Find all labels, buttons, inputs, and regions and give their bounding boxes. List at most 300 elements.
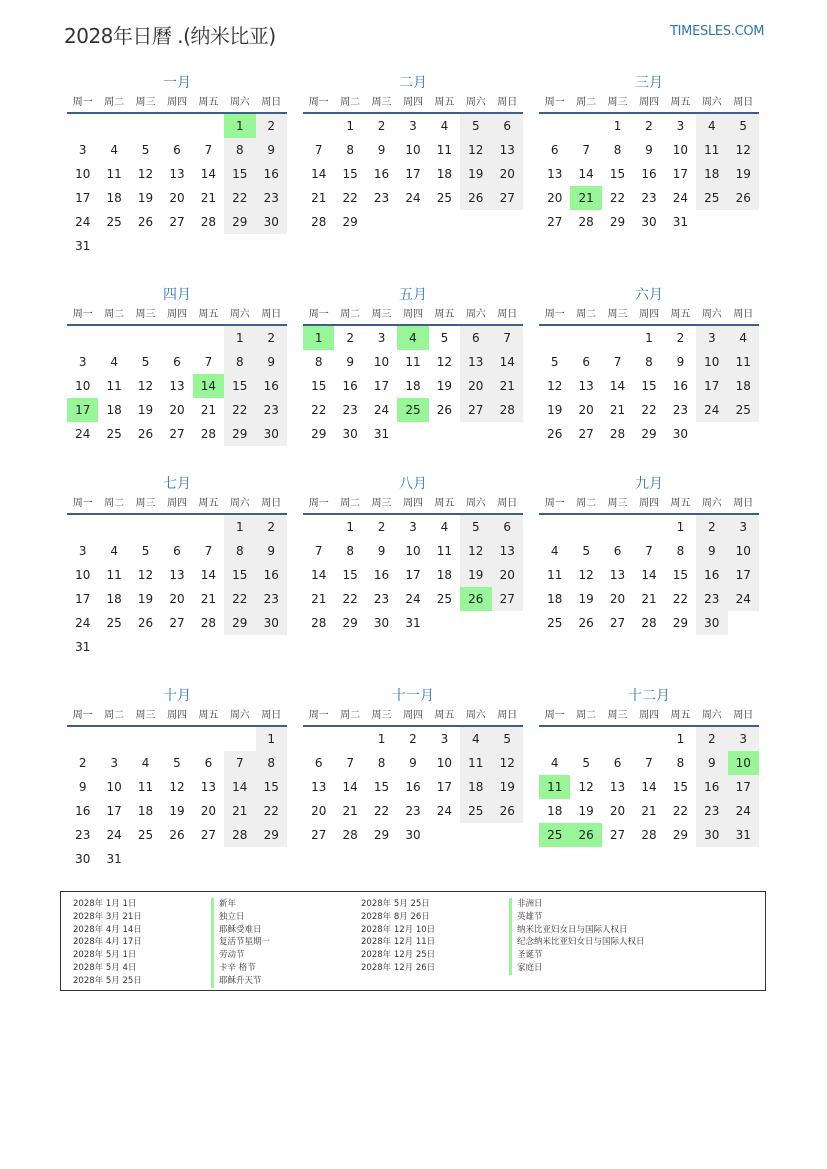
day-cell: 13	[578, 379, 594, 393]
day-cell-empty	[303, 114, 334, 138]
day-cell: 10	[405, 143, 421, 157]
day-cell: 24	[373, 403, 390, 417]
day-cell: 29	[672, 616, 689, 630]
week-row	[303, 751, 523, 775]
day-cell: 29	[256, 823, 287, 847]
weekday-label: 周二	[340, 97, 361, 108]
day-cell: 24	[728, 799, 759, 823]
day-cell: 18	[436, 568, 453, 582]
weekday-label: 周一	[308, 97, 329, 108]
day-cell: 21	[200, 403, 217, 417]
holiday-dates-col-2	[361, 898, 435, 975]
day-cell: 28	[641, 616, 657, 630]
week-row	[539, 162, 759, 186]
day-cell: 5	[141, 544, 150, 558]
holiday-name: 圣诞节	[509, 949, 645, 962]
day-cell: 28	[200, 215, 217, 229]
week-row	[539, 326, 759, 350]
day-cell-empty	[460, 611, 491, 635]
day-cell: 11	[547, 568, 563, 582]
day-cell: 12	[137, 167, 154, 181]
weekday-header	[67, 94, 287, 114]
weekday-label: 周三	[371, 498, 392, 509]
holiday-date: 2028年 4月 14日	[73, 924, 142, 935]
weekday-label: 周六	[229, 498, 250, 509]
day-cell: 23	[641, 191, 657, 205]
week-row	[539, 374, 759, 398]
week-row	[67, 823, 287, 847]
week-row	[67, 775, 287, 799]
holiday-date: 2028年 8月 26日	[361, 911, 430, 922]
weekday-label: 周一	[544, 97, 565, 108]
weekday-label: 周五	[670, 710, 691, 721]
week-row	[67, 727, 287, 751]
day-cell: 19	[460, 162, 491, 186]
day-cell-empty	[98, 635, 129, 659]
day-cell-empty	[303, 515, 334, 539]
weekday-label: 周四	[638, 309, 659, 320]
weekday-label: 周四	[166, 309, 187, 320]
weekday-label: 周三	[371, 710, 392, 721]
day-cell-empty	[256, 234, 287, 258]
day-cell: 5	[550, 355, 559, 369]
weekday-label: 周二	[340, 710, 361, 721]
day-cell: 11	[696, 138, 727, 162]
holiday-day-cell: 25	[539, 823, 570, 847]
day-cell: 26	[547, 427, 563, 441]
day-cell: 8	[613, 143, 622, 157]
day-cell: 12	[460, 539, 491, 563]
weekday-label: 周六	[701, 498, 722, 509]
day-cell-empty	[130, 515, 161, 539]
day-cell: 2	[377, 520, 386, 534]
weekday-label: 周五	[434, 498, 455, 509]
weekday-label: 周四	[402, 710, 423, 721]
weekday-label: 周四	[638, 97, 659, 108]
holiday-day-cell: 10	[728, 751, 759, 775]
week-row	[303, 563, 523, 587]
day-cell: 21	[609, 403, 626, 417]
week-row	[303, 539, 523, 563]
weekday-label: 周六	[465, 498, 486, 509]
day-cell: 23	[342, 403, 358, 417]
week-row	[303, 350, 523, 374]
day-cell: 15	[609, 167, 626, 181]
weekday-label: 周六	[229, 97, 250, 108]
day-cell: 8	[224, 539, 255, 563]
weekday-label: 周三	[135, 498, 156, 509]
month-6	[539, 284, 759, 446]
day-cell: 15	[224, 563, 255, 587]
day-cell: 14	[342, 780, 358, 794]
day-cell-empty	[161, 847, 192, 871]
month-3	[539, 72, 759, 234]
day-cell-empty	[98, 234, 129, 258]
day-cell: 7	[346, 756, 354, 770]
day-cell: 10	[728, 539, 759, 563]
day-cell: 3	[409, 119, 417, 133]
week-row	[539, 398, 759, 422]
day-cell: 18	[547, 592, 563, 606]
day-cell-empty	[256, 847, 287, 871]
week-row	[303, 162, 523, 186]
day-cell: 27	[578, 427, 594, 441]
week-row	[67, 162, 287, 186]
day-cell: 6	[582, 355, 590, 369]
day-cell-empty	[193, 326, 224, 350]
day-cell: 9	[256, 350, 287, 374]
week-row	[67, 635, 287, 659]
week-row	[539, 563, 759, 587]
week-row	[303, 398, 523, 422]
day-cell: 28	[200, 427, 217, 441]
day-cell: 11	[728, 350, 759, 374]
holiday-day-cell: 26	[570, 823, 601, 847]
day-cell: 1	[645, 331, 653, 345]
day-cell-empty	[602, 727, 633, 751]
holiday-date: 2028年 1月 1日	[73, 899, 137, 909]
day-cell-empty	[161, 515, 192, 539]
week-row	[67, 326, 287, 350]
day-cell: 16	[405, 780, 421, 794]
weekday-label: 周日	[497, 498, 518, 509]
month-4	[67, 284, 287, 446]
day-cell: 25	[436, 592, 453, 606]
day-cell-empty	[602, 515, 633, 539]
day-cell: 2	[78, 756, 87, 770]
day-cell: 24	[405, 592, 421, 606]
day-cell-empty	[256, 635, 287, 659]
day-cell: 28	[578, 215, 594, 229]
day-cell: 16	[342, 379, 358, 393]
day-cell: 19	[137, 191, 154, 205]
day-cell: 23	[256, 186, 287, 210]
day-cell: 5	[460, 114, 491, 138]
day-cell: 25	[106, 215, 122, 229]
day-cell: 2	[676, 331, 685, 345]
holiday-date: 2028年 12月 11日	[361, 937, 436, 948]
holiday-date: 2028年 5月 25日	[73, 975, 142, 986]
day-cell-empty	[539, 326, 570, 350]
day-cell: 21	[641, 804, 657, 818]
day-cell: 7	[645, 544, 653, 558]
day-cell-empty	[161, 234, 192, 258]
weekday-header	[303, 94, 523, 114]
day-cell: 17	[728, 775, 759, 799]
day-cell-empty	[539, 515, 570, 539]
week-row	[303, 799, 523, 823]
month-10	[67, 685, 287, 871]
day-cell: 28	[342, 828, 358, 842]
day-cell: 8	[645, 355, 653, 369]
day-cell: 8	[224, 350, 255, 374]
day-cell-empty	[193, 635, 224, 659]
day-cell: 9	[409, 756, 417, 770]
weekday-header	[539, 495, 759, 515]
day-cell: 11	[460, 751, 491, 775]
weekday-label: 周一	[72, 309, 93, 320]
day-cell: 18	[460, 775, 491, 799]
day-cell: 25	[547, 616, 563, 630]
week-row	[303, 210, 523, 234]
day-cell: 3	[728, 727, 759, 751]
day-cell: 11	[106, 167, 122, 181]
weekday-label: 周五	[670, 309, 691, 320]
day-cell-empty	[67, 515, 98, 539]
day-cell: 1	[346, 119, 354, 133]
day-cell: 29	[609, 215, 626, 229]
day-cell-empty	[570, 326, 601, 350]
weekday-label: 周六	[465, 710, 486, 721]
day-cell: 22	[224, 398, 255, 422]
week-row	[303, 775, 523, 799]
day-cell: 24	[106, 828, 122, 842]
day-cell: 29	[311, 427, 327, 441]
weekday-label: 周六	[229, 309, 250, 320]
day-cell: 7	[314, 143, 323, 157]
day-cell: 12	[460, 138, 491, 162]
week-row	[539, 114, 759, 138]
day-cell: 4	[460, 727, 491, 751]
week-row	[303, 186, 523, 210]
day-cell: 28	[224, 823, 255, 847]
day-cell: 22	[641, 403, 657, 417]
day-cell: 22	[224, 186, 255, 210]
day-cell: 8	[676, 756, 685, 770]
day-cell: 1	[676, 520, 685, 534]
day-cell: 9	[346, 355, 354, 369]
weekday-label: 周五	[198, 309, 219, 320]
day-cell: 21	[342, 804, 358, 818]
day-cell: 17	[696, 374, 727, 398]
day-cell: 27	[200, 828, 217, 842]
week-row	[67, 563, 287, 587]
day-cell-empty	[570, 515, 601, 539]
day-cell: 24	[75, 616, 91, 630]
day-cell: 1	[224, 515, 255, 539]
day-cell-empty	[728, 210, 759, 234]
day-cell: 18	[405, 379, 421, 393]
weekday-header	[539, 707, 759, 727]
day-cell: 17	[75, 592, 91, 606]
day-cell: 20	[200, 804, 217, 818]
weekday-header	[303, 495, 523, 515]
day-cell: 1	[346, 520, 354, 534]
day-cell: 12	[137, 568, 154, 582]
holiday-name: 英雄节	[509, 911, 645, 924]
weekday-label: 周一	[308, 710, 329, 721]
month-name: 五月	[399, 287, 427, 303]
weekday-label: 周二	[576, 498, 597, 509]
day-cell: 16	[256, 374, 287, 398]
day-cell: 17	[373, 379, 390, 393]
weekday-label: 周四	[166, 97, 187, 108]
day-cell: 16	[75, 804, 91, 818]
weekday-label: 周五	[198, 710, 219, 721]
weekday-label: 周日	[261, 309, 282, 320]
day-cell-empty	[303, 727, 334, 751]
day-cell: 31	[405, 616, 421, 630]
weekday-label: 周日	[261, 710, 282, 721]
day-cell-empty	[224, 234, 255, 258]
day-cell: 3	[110, 756, 118, 770]
weekday-header	[67, 306, 287, 326]
day-cell: 18	[106, 592, 122, 606]
day-cell-empty	[224, 635, 255, 659]
day-cell-empty	[492, 611, 523, 635]
day-cell: 20	[169, 592, 185, 606]
weekday-label: 周一	[308, 498, 329, 509]
day-cell: 23	[672, 403, 689, 417]
day-cell: 20	[460, 374, 491, 398]
day-cell-empty	[492, 422, 523, 446]
month-9	[539, 473, 759, 635]
day-cell: 16	[672, 379, 689, 393]
day-cell-empty	[98, 114, 129, 138]
weekday-label: 周一	[72, 498, 93, 509]
day-cell: 6	[460, 326, 491, 350]
day-cell: 15	[224, 162, 255, 186]
day-cell: 4	[110, 355, 118, 369]
week-row	[67, 210, 287, 234]
day-cell: 6	[314, 756, 323, 770]
day-cell: 29	[672, 828, 689, 842]
day-cell: 26	[728, 186, 759, 210]
holiday-name: 非洲日	[509, 898, 645, 911]
day-cell-empty	[193, 234, 224, 258]
day-cell-empty	[193, 515, 224, 539]
day-cell: 8	[256, 751, 287, 775]
week-row	[539, 823, 759, 847]
day-cell-empty	[429, 210, 460, 234]
day-cell: 5	[460, 515, 491, 539]
weekday-label: 周三	[607, 710, 628, 721]
day-cell: 9	[645, 143, 653, 157]
day-cell: 10	[405, 544, 421, 558]
week-row	[303, 374, 523, 398]
day-cell: 21	[641, 592, 657, 606]
day-cell: 23	[373, 592, 390, 606]
day-cell: 10	[696, 350, 727, 374]
day-cell: 9	[256, 138, 287, 162]
day-cell: 21	[200, 592, 217, 606]
weekday-label: 周日	[733, 498, 754, 509]
weekday-label: 周五	[198, 498, 219, 509]
weekday-label: 周五	[434, 97, 455, 108]
day-cell-empty	[161, 114, 192, 138]
day-cell: 17	[106, 804, 122, 818]
day-cell: 15	[311, 379, 327, 393]
day-cell-empty	[492, 823, 523, 847]
day-cell: 18	[137, 804, 154, 818]
day-cell: 22	[672, 804, 689, 818]
month-name: 七月	[163, 476, 191, 492]
weekday-label: 周五	[670, 498, 691, 509]
day-cell: 6	[492, 114, 523, 138]
day-cell: 3	[676, 119, 685, 133]
day-cell: 16	[641, 167, 657, 181]
month-2	[303, 72, 523, 234]
day-cell: 12	[578, 780, 594, 794]
day-cell: 26	[137, 616, 154, 630]
day-cell: 22	[311, 403, 327, 417]
day-cell: 5	[173, 756, 181, 770]
day-cell: 6	[173, 143, 181, 157]
month-name: 三月	[635, 75, 663, 91]
day-cell: 8	[224, 138, 255, 162]
holiday-name: 耶稣升天节	[211, 975, 270, 988]
day-cell: 15	[672, 780, 689, 794]
day-cell: 24	[728, 587, 759, 611]
day-cell: 18	[106, 403, 122, 417]
weekday-label: 周六	[465, 97, 486, 108]
weekday-label: 周日	[497, 309, 518, 320]
day-cell: 8	[377, 756, 386, 770]
day-cell-empty	[161, 635, 192, 659]
day-cell-empty	[602, 326, 633, 350]
month-name: 一月	[163, 75, 191, 91]
week-row	[539, 587, 759, 611]
day-cell: 20	[169, 403, 185, 417]
holiday-name: 独立日	[211, 911, 270, 924]
day-cell: 22	[342, 592, 358, 606]
day-cell-empty	[633, 515, 664, 539]
day-cell: 12	[492, 751, 523, 775]
week-row	[303, 515, 523, 539]
day-cell-empty	[460, 210, 491, 234]
day-cell: 22	[256, 799, 287, 823]
holiday-date: 2028年 3月 21日	[73, 911, 142, 922]
week-row	[539, 775, 759, 799]
day-cell: 2	[696, 727, 727, 751]
day-cell: 30	[405, 828, 421, 842]
day-cell-empty	[130, 635, 161, 659]
day-cell: 6	[492, 515, 523, 539]
day-cell: 2	[256, 114, 287, 138]
day-cell-empty	[397, 422, 428, 446]
day-cell-empty	[67, 114, 98, 138]
week-row	[539, 138, 759, 162]
day-cell: 14	[641, 780, 657, 794]
site-logo[interactable]: TIMESLES.COM	[670, 24, 765, 39]
weekday-header	[67, 707, 287, 727]
day-cell: 24	[436, 804, 453, 818]
week-row	[539, 611, 759, 635]
weekday-label: 周二	[576, 309, 597, 320]
month-1	[67, 72, 287, 258]
day-cell: 9	[256, 539, 287, 563]
day-cell: 30	[256, 210, 287, 234]
day-cell: 1	[377, 732, 386, 746]
month-name: 九月	[635, 476, 663, 492]
day-cell-empty	[224, 847, 255, 871]
day-cell: 6	[173, 355, 181, 369]
weekday-label: 周六	[701, 710, 722, 721]
day-cell: 26	[492, 799, 523, 823]
day-cell: 2	[409, 732, 417, 746]
day-cell: 25	[436, 191, 453, 205]
holiday-day-cell: 17	[67, 398, 98, 422]
day-cell: 12	[436, 355, 453, 369]
day-cell: 27	[609, 616, 626, 630]
day-cell: 2	[377, 119, 386, 133]
day-cell: 15	[256, 775, 287, 799]
month-name: 十一月	[392, 688, 434, 704]
day-cell: 30	[672, 427, 689, 441]
day-cell: 4	[440, 520, 449, 534]
day-cell: 24	[696, 398, 727, 422]
week-row	[67, 138, 287, 162]
